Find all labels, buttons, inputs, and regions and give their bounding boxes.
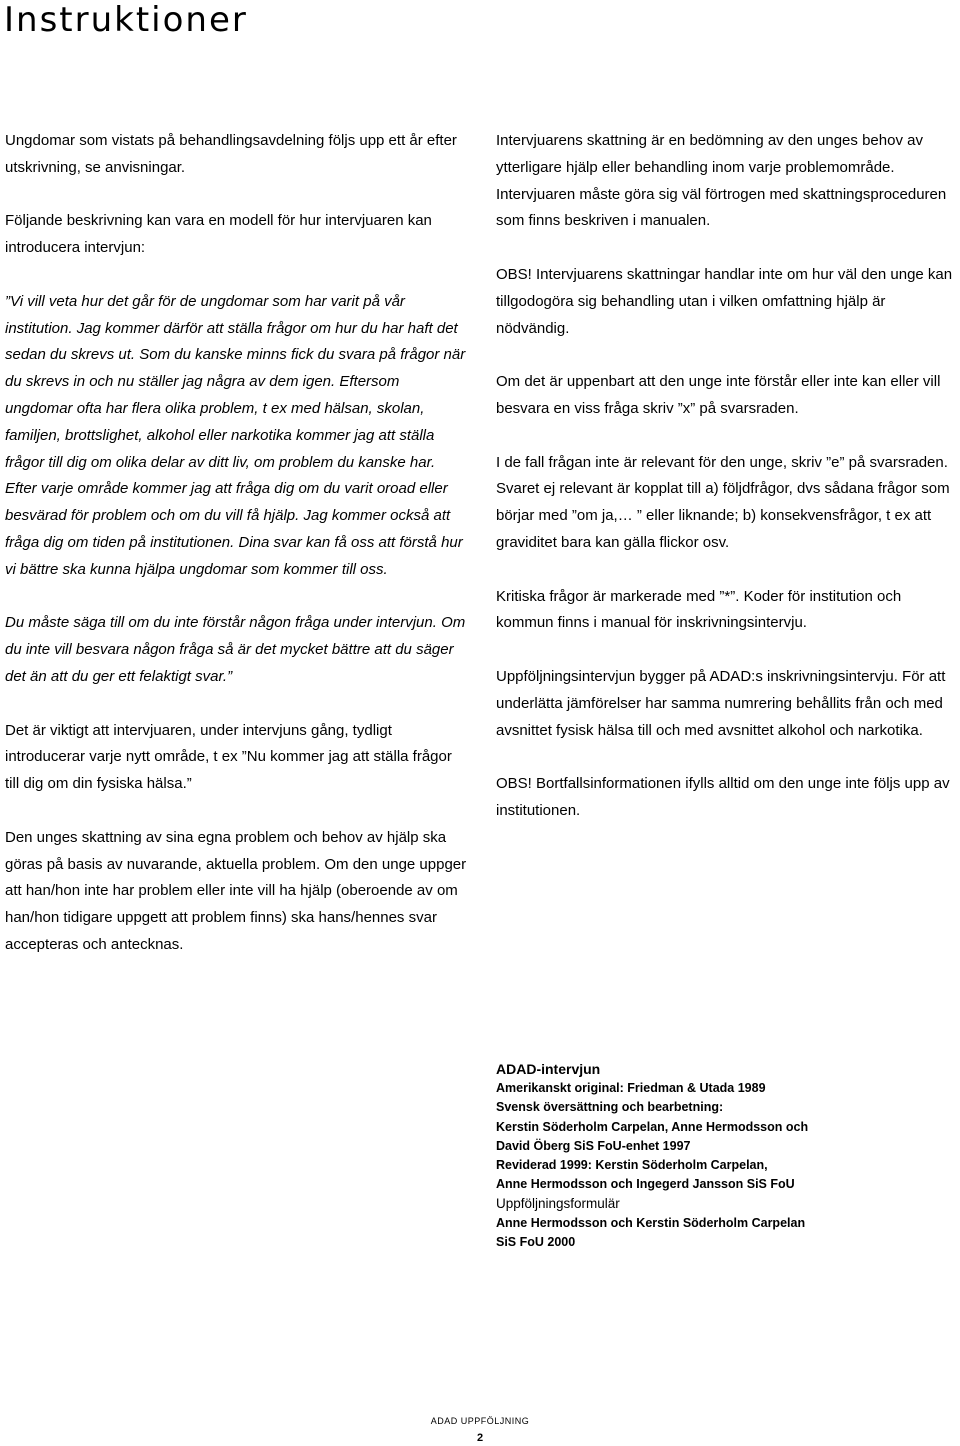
credits-title: ADAD-intervjun — [496, 1061, 601, 1077]
footer-label: ADAD UPPFÖLJNING — [430, 1416, 530, 1426]
credits-line: Amerikanskt original: Friedman & Utada 1989 — [496, 1081, 766, 1096]
area-introduction-paragraph: Det är viktigt att intervjuaren, under intervjuns gång, tydligt introducerar varje nytt område, t ex ”Nu kommer jag att ställa frågor till dig om din fysiska hälsa.” — [5, 721, 452, 793]
left-column — [5, 128, 467, 986]
credits-subtitle: Uppföljningsformulär — [496, 1196, 620, 1212]
credits-line: Anne Hermodsson och Ingegerd Jansson SiS FoU — [496, 1177, 795, 1192]
self-rating-paragraph: Den unges skattning av sina egna problem och behov av hjälp ska göras på basis av nuvarande, aktuella problem. Om den unge uppger att han/hon inte har problem eller inte vill ha hjälp (oberoende av om han/hon tidigare uppgett att problem finns) ska hans/hennes svar accepteras och antecknas. — [5, 828, 467, 953]
interview-script-ending-paragraph: Du måste säga till om du inte förstår någon fråga under intervjun. Om du inte vill besvara någon fråga så är det mycket bättre att du säger det än att du ger ett felaktigt svar.” — [5, 614, 466, 685]
credits-line: Reviderad 1999: Kerstin Söderholm Carpelan, — [496, 1158, 768, 1173]
interviewer-rating-paragraph: Intervjuarens skattning är en bedömning av den unges behov av ytterligare hjälp eller behandling inom varje problemområde. Intervjuaren måste göra sig väl förtrogen med skattningsproceduren som finns beskriven i manualen. — [496, 132, 947, 230]
interview-script-paragraph: ”Vi vill veta hur det går för de ungdomar som har varit på vår institution. Jag kommer därför att ställa frågor om hur du har haft det sedan du skrevs ut. Som du kanske minns fick du svara på frågor när du skrevs in och nu ställer jag några av dem igen. Eftersom ungdomar ofta har flera olika problem, t ex med hälsan, skolan, familjen, brottslighet, alkohol eller narkotika kommer jag att ställa frågor till dig om olika delar av ditt liv, om problem du kanske har. Efter varje område kommer jag att fråga dig om du varit oroad eller besvärad för problem och om du vill få hjälp. Jag kommer också att fråga dig om tiden på institutionen. Dina svar kan få oss att förstå hur vi bättre ska kunna hjälpa ungdomar som kommer till oss. — [5, 292, 466, 578]
page-title: Instruktioner — [4, 0, 248, 40]
credits-line: Svensk översättning och bearbetning: — [496, 1100, 724, 1115]
model-intro-paragraph: Följande beskrivning kan vara en modell för hur intervjuaren kan introducera intervjun: — [5, 212, 432, 257]
not-relevant-paragraph: I de fall frågan inte är relevant för den unge, skriv ”e” på svarsraden. Svaret ej relevant är kopplat till a) följdfrågor, dvs sådana frågor som börjar med ”om ja,… ” eller liknande; b) konsekvensfrågor, t ex att graviditet bara kan gälla flickor osv. — [496, 453, 950, 551]
credits-block — [496, 1060, 916, 1252]
critical-questions-paragraph: Kritiska frågor är markerade med ”*”. Koder för institution och kommun finns i manual för inskrivningsintervju. — [496, 587, 902, 632]
credits-line: Kerstin Söderholm Carpelan, Anne Hermodsson och — [496, 1119, 809, 1134]
credits-line: David Öberg SiS FoU-enhet 1997 — [496, 1138, 691, 1153]
right-column — [496, 128, 960, 852]
unanswerable-question-paragraph: Om det är uppenbart att den unge inte förstår eller inte kan eller vill besvara en viss fråga skriv ”x” på svarsraden. — [496, 373, 941, 417]
obs-dropout-paragraph: OBS! Bortfallsinformationen ifylls alltid om den unge inte följs upp av institutionen. — [496, 775, 950, 819]
followup-basis-paragraph: Uppföljningsintervjun bygger på ADAD:s inskrivningsintervju. För att underlätta jämförelser har samma numrering behållits från och med avsnittet fysisk hälsa till och med avsnittet alkohol och narkotika. — [496, 667, 946, 739]
credits-line: Anne Hermodsson och Kerstin Söderholm Carpelan — [496, 1215, 806, 1230]
page-number: 2 — [476, 1432, 484, 1444]
intro-paragraph: Ungdomar som vistats på behandlingsavdelning följs upp ett år efter utskrivning, se anvisningar. — [5, 132, 457, 176]
credits-line: SiS FoU 2000 — [496, 1234, 576, 1249]
obs-rating-paragraph: OBS! Intervjuarens skattningar handlar inte om hur väl den unge kan tillgodogöra sig behandling utan i vilken omfattning hjälp är nödvändig. — [496, 265, 953, 337]
